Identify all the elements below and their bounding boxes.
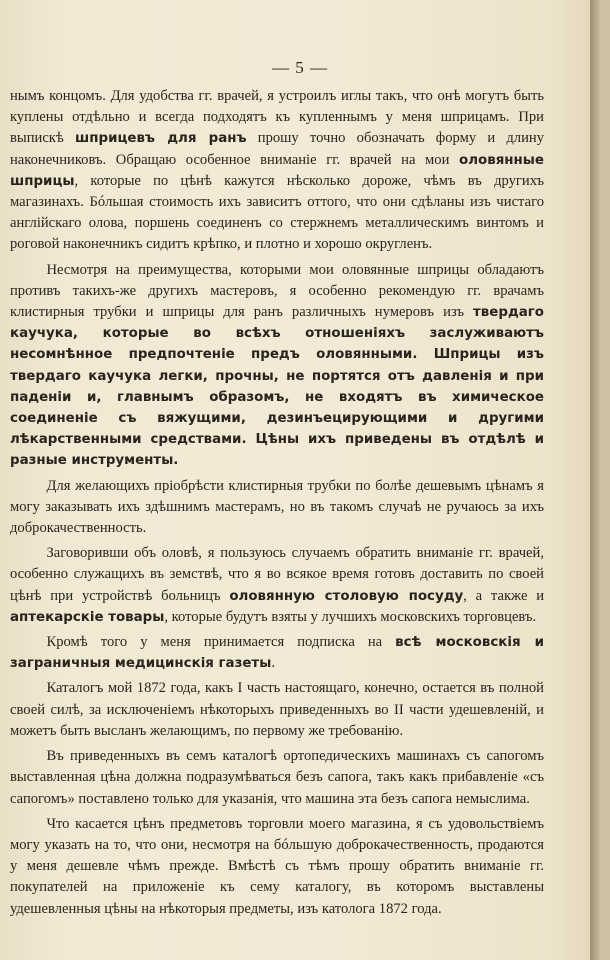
page-edge-shadow xyxy=(590,0,600,960)
text-run: нымъ концомъ. Для удобства гг. врачей, я устроилъ иглы такъ, что онѣ могутъ быть куплены отдѣльно и всегда подходятъ къ купленнымъ у меня шприцамъ. При выпискѣ xyxy=(10,88,544,147)
text-run: Несмотря на преимущества, которыми мои оловянные шприцы обладаютъ противъ такихъ-же другихъ мастеровъ, я особенно рекомендую гг. врачамъ клистирныя трубки и шприцы для ранъ различныхъ нумеровъ изъ xyxy=(10,261,544,321)
text-run: . xyxy=(271,655,275,672)
bold-text-run: всѣ московскія и заграничныя медицинскія газеты xyxy=(10,635,544,672)
paragraph-1 xyxy=(10,86,544,256)
bold-text-run: шприцевъ для ранъ xyxy=(75,131,247,147)
paragraph-6 xyxy=(10,678,544,742)
body-text xyxy=(10,86,544,924)
text-run: Что касается цѣнъ предметовъ торговли моего магазина, я съ удовольствіемъ могу указать на то, что они, несмотря на бóльшую доброкачественность, продаются у меня дешевле чѣмъ прежде. Вмѣстѣ съ тѣмъ прошу обратить вниманіе гг. покупателей на приложеніе къ сему каталогу, въ которомъ выставлены удешевленныя цѣны на нѣкоторыя предметы, изъ католога 1872 года. xyxy=(10,815,544,917)
paragraph-8 xyxy=(10,814,544,920)
text-run: Въ приведенныхъ въ семъ каталогѣ ортопедическихъ машинахъ съ сапогомъ выставленная цѣна должна подразумѣваться безъ сапога, такъ какъ прибавленіе «съ сапогомъ» поставлено только для указанія, что машина эта безъ сапога немыслима. xyxy=(10,748,544,807)
bold-text-run: оловянную столовую посуду xyxy=(229,588,464,604)
text-run: , которые будутъ взяты у лучшихъ московскихъ торговцевъ. xyxy=(164,608,537,625)
bold-text-run: оловянные шприцы xyxy=(10,152,544,189)
paragraph-4 xyxy=(10,543,544,628)
page-number: — 5 — xyxy=(272,58,328,77)
bold-text-run: аптекарскіе товары xyxy=(10,609,165,625)
text-run: Каталогъ мой 1872 года, какъ I часть настоящаго, конечно, остается въ полной своей силѣ, за исключеніемъ нѣкоторыхъ приведенныхъ во II части удешевленій, и можетъ быть высланъ желающимъ, по первому же требованію. xyxy=(10,680,544,739)
text-run: Для желающихъ пріобрѣсти клистирныя трубки по болѣе дешевымъ цѣнамъ я могу заказывать ихъ здѣшнимъ мастерамъ, но въ такомъ случаѣ не ручаюсь за ихъ доброкачественность. xyxy=(10,477,544,537)
paragraph-7 xyxy=(10,746,544,810)
paragraph-2 xyxy=(10,260,544,472)
paragraph-3 xyxy=(10,476,544,540)
text-run: , а также и xyxy=(463,587,545,604)
text-run: , которые по цѣнѣ кажутся нѣсколько дороже, чѣмъ въ другихъ магазинахъ. Бóльшая стоимость ихъ зависитъ оттого, что они сдѣланы изъ чистаго англійскаго олова, поршень соединенъ со стержнемъ металлическимъ винтомъ и роговой наконечникъ сидитъ крѣпко, и плотно и хорошо округленъ. xyxy=(10,172,544,253)
text-run: прошу точно обозначать форму и длину наконечниковъ. Обращаю особенное вниманіе гг. врачей на мои xyxy=(10,130,544,168)
text-run: Заговоривши объ оловѣ, я пользуюсь случаемъ обратить вниманіе гг. врачей, особенно служащихъ въ земствѣ, что я во всякое время готовъ доставить по своей цѣнѣ при устройствѣ больницъ xyxy=(10,545,544,604)
text-run: Кромѣ того у меня принимается подписка на xyxy=(46,634,396,651)
bold-text-run: твердаго каучука, которые во всѣхъ отношеніяхъ заслуживаютъ несомнѣнное предпочтеніе предъ оловянными. Шприцы изъ твердаго каучука легки, прочны, не портятся отъ давленія и при паденіи и, главнымъ образомъ, не входятъ въ химическое соединеніе съ вяжущими, дезинъецирующими и другими лѣкарственными средствами. Цѣны ихъ приведены въ отдѣлѣ и разные инструменты. xyxy=(10,305,544,469)
paragraph-5 xyxy=(10,632,544,674)
